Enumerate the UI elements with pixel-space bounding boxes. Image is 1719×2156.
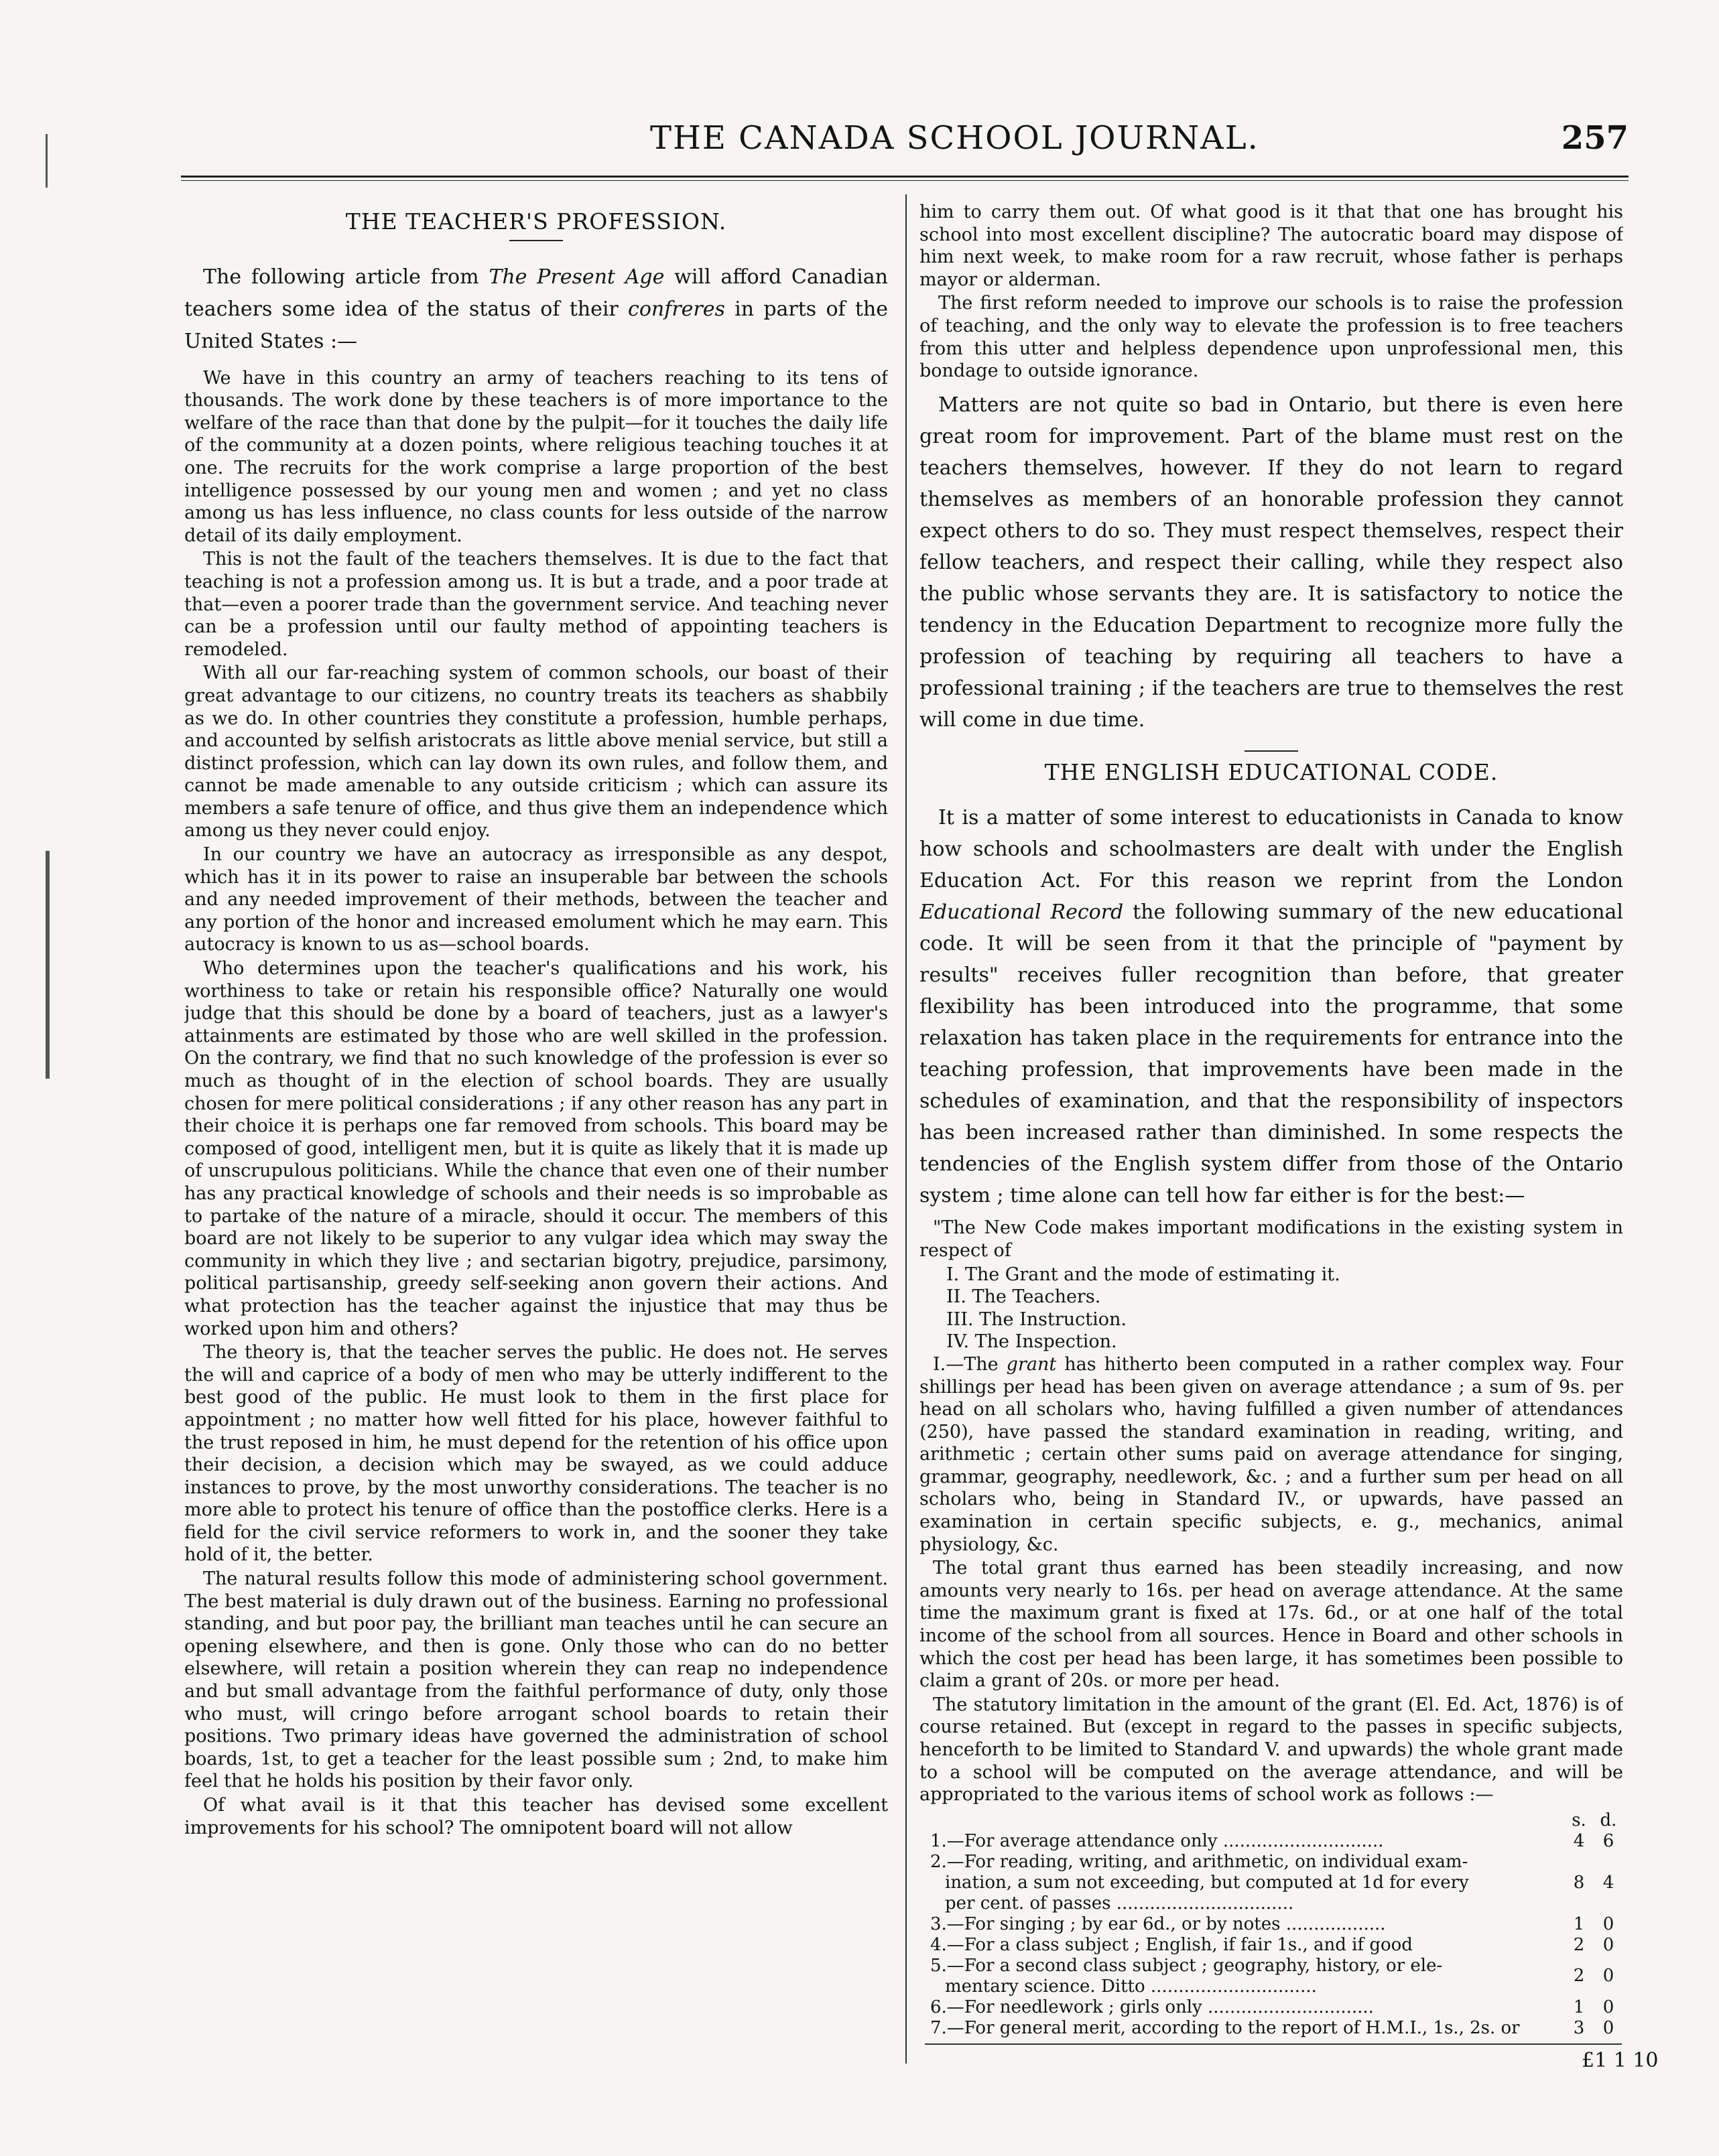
- header-rule: [181, 176, 1629, 181]
- topic-item: I. The Grant and the mode of estimating it.: [946, 1264, 1340, 1285]
- table-cell: [919, 1956, 1564, 1997]
- topic-item: IV. The Inspection.: [946, 1331, 1117, 1353]
- row-text: 4.—For a class subject ; English, if fair 1s., and if good: [930, 1934, 1413, 1955]
- pence-cell: 6: [1602, 1830, 1614, 1851]
- running-title: THE CANADA SCHOOL JOURNAL.: [650, 119, 1259, 157]
- table-row: [919, 1914, 1623, 1935]
- topic-item: III. The Instruction.: [946, 1308, 1127, 1330]
- row-text: 7.—For general merit, according to the report of H.M.I., 1s., 2s. or: [930, 2017, 1520, 2038]
- table-cell: [919, 1810, 1564, 1831]
- intro-text: in parts of the United States :—: [184, 297, 888, 353]
- table-cell: [919, 1831, 1564, 1852]
- editorial-paragraph: Matters are not quite so bad in Ontario, but there is even here great room for improvement. Part of the blame must rest on the teachers themselves, however. If they do not learn to regard themselves as members of an honorable profession they cannot expect others to do so. They must respect themselves, respect their fellow teachers, and respect their calling, while they respect also the public whose servants they are. It is satisfactory to notice the tendency in the Education Department to recognize more fully the profession of teaching by requiring all teachers to have a professional training ; if the teachers are true to themselves the rest will come in due time.: [919, 393, 1623, 732]
- col-header-shillings: s.: [1572, 1810, 1586, 1830]
- table-row: [919, 1956, 1623, 1997]
- paragraph: The theory is, that the teacher serves the public. He does not. He serves the will and caprice of a body of men who may be utterly indifferent to the best good of the public. He must look to them in the first place for appointment ; no matter how well fitted for his place, however faithful to the trust reposed in him, he must depend for the retention of his office upon their decision, a decision which may be swayed, as we could adduce instances to prove, by the most unworthy considerations. The teacher is no more able to protect his tenure of office than the postoffice clerks. Here is a field for the civil service reformers to work in, and the sooner they take hold of it, the better.: [184, 1342, 888, 1566]
- table-cell: [919, 1997, 1564, 2018]
- intro-text: The following article from: [203, 265, 489, 289]
- pence-cell: 0: [1602, 1913, 1614, 1934]
- row-text: mentary science. Ditto ..............................: [945, 1976, 1317, 1997]
- article-intro: [184, 261, 888, 358]
- quote-intro: "The New Code makes important modifications in the existing system in respect of: [919, 1217, 1623, 1261]
- shillings-cell: 8: [1573, 1872, 1585, 1893]
- right-column: [919, 201, 1623, 2064]
- row-text: 1.—For average attendance only .............................: [930, 1830, 1384, 1851]
- shillings-cell: 3: [1573, 2017, 1585, 2038]
- page-number: 257: [1561, 119, 1629, 157]
- paragraph: Who determines upon the teacher's qualifications and his work, his worthiness to take or retain his responsible office? Naturally one would judge that this should be done by a board of teachers, just as a lawyer's attainments are estimated by those who are well skilled in the profession. On the contrary, we find that no such knowledge of the profession is ever so much as thought of in the election of school boards. They are usually chosen for mere political considerations ; if any other reason has any part in their choice it is perhaps one far removed from schools. This board may be composed of good, intelligent men, but it is quite as likely that it is made up of unscrupulous politicians. While the chance that even one of their number has any practical knowledge of schools and their needs is so improbable as to partake of the nature of a miracle, should it occur. The members of this board are not likely to be superior to any vulgar idea which may sway the community in which they live ; and sectarian bigotry, prejudice, parsimony, political partisanship, greedy self-seeking anon govern their actions. And what protection has the teacher against the injustice that may thus be worked upon him and others?: [184, 958, 888, 1339]
- paragraph: The total grant thus earned has been steadily increasing, and now amounts very nearly to 16s. per head on average attendance. At the same time the maximum grant is fixed at 17s. 6d., or at one half of the total income of the school from all sources. Hence in Board and other schools in which the cost per head has been large, it has sometimes been possible to claim a grant of 20s. or more per head.: [919, 1558, 1623, 1692]
- italic-term: confreres: [628, 297, 725, 321]
- text-run: I.—The: [933, 1353, 1007, 1375]
- shillings-cell: 4: [1573, 1830, 1585, 1851]
- intro-text: will afford Canadian teachers some idea of the status of their: [184, 265, 888, 321]
- paragraph: Of what avail is it that this teacher has devised some excellent improvements for his school? The omnipotent board will not allow: [184, 1795, 888, 1838]
- table-row: [919, 1831, 1623, 1852]
- page-header: [181, 114, 1629, 167]
- table-cell: [919, 1914, 1564, 1935]
- intro-text: the following summary of the new educational code. It will be seen from it that the principle of "payment by results" receives fuller recognition than before, that greater flexibility has been introduced into the programme, that some relaxation has taken place in the requirements for entrance into the teaching profession, that improvements have been made in the schedules of examination, and that the responsibility of inspectors has been increased rather than diminished. In some respects the tendencies of the English system differ from those of the Ontario system ; time alone can tell how far either is for the best:—: [919, 900, 1623, 1208]
- paragraph: him to carry them out. Of what good is it that that one has brought his school into most excellent discipline? The autocratic board may dispose of him next week, to make room for a raw recruit, whose father is perhaps mayor or alderman.: [919, 202, 1623, 290]
- quoted-code: [919, 1217, 1623, 1806]
- table-row: [919, 2018, 1623, 2039]
- shillings-cell: 2: [1573, 1966, 1585, 1986]
- paragraph: We have in this country an army of teachers reaching to its tens of thousands. The work done by these teachers is of more importance to the welfare of the race than that done by the pulpit—for it touches the daily life of the community at a dozen points, where religious teaching touches it at one. The recruits for the work comprise a large proportion of the best intelligence possessed by our young men and women ; and yet no class among us has less influence, no class counts for less outside of the narrow detail of its daily employment.: [184, 367, 888, 546]
- paragraph: The first reform needed to improve our schools is to raise the profession of teaching, and the only way to elevate the profession is to free teachers from this utter and helpless dependence upon unprofessional men, this bondage to outside ignorance.: [919, 293, 1623, 382]
- source-title: Educational Record: [919, 900, 1124, 925]
- pence-cell: 0: [1602, 1966, 1614, 1986]
- table-row: [919, 1935, 1623, 1956]
- left-column: [184, 201, 888, 2057]
- section-rule: [1245, 750, 1298, 752]
- table-row: [919, 1997, 1623, 2018]
- table-row: [919, 1852, 1623, 1914]
- binding-mark: [46, 134, 48, 188]
- paragraph: This is not the fault of the teachers themselves. It is due to the fact that teaching is not a profession among us. It is but a trade, and a poor trade at that—even a poorer trade than the government service. And teaching never can be a profession until our faulty method of appointing teachers is remodeled.: [184, 549, 888, 660]
- row-text: ination, a sum not exceeding, but computed at 1d for every: [945, 1872, 1469, 1893]
- row-text: 2.—For reading, writing, and arithmetic, on individual exam-: [930, 1851, 1468, 1872]
- paragraph: [919, 1353, 1623, 1556]
- shillings-cell: 2: [1573, 1934, 1585, 1955]
- paragraph: In our country we have an autocracy as irresponsible as any despot, which has it in its power to raise an insuperable bar between the schools and any needed improvement of their methods, between the teacher and any portion of the honor and increased emolument which he may earn. This autocracy is known to us as—school boards.: [184, 844, 888, 955]
- intro-text: It is a matter of some interest to educationists in Canada to know how schools and schoolmasters are dealt with under the English Education Act. For this reason we reprint from the London: [919, 806, 1623, 893]
- title-rule: [509, 240, 563, 241]
- paragraph: The statutory limitation in the amount of the grant (El. Ed. Act, 1876) is of course retained. But (except in regard to the passes in specific subjects, henceforth to be limited to Standard V. and upwards) the whole grant made to a school will be computed on the average attendance, and will be appropriated to the various items of school work as follows :—: [919, 1694, 1623, 1806]
- row-text: per cent. of passes ................................: [945, 1893, 1294, 1913]
- shillings-cell: 1: [1573, 1997, 1585, 2017]
- row-text: 5.—For a second class subject ; geography, history, or ele-: [930, 1955, 1443, 1976]
- column-divider: [905, 194, 907, 2064]
- total-rule: [925, 2043, 1622, 2045]
- table-header-row: [919, 1810, 1623, 1831]
- editorial-paragraph: [919, 802, 1623, 1211]
- pence-cell: 4: [1602, 1872, 1614, 1893]
- row-text: 3.—For singing ; by ear 6d., or by notes ..................: [930, 1913, 1386, 1934]
- row-text: 6.—For needlework ; girls only ..............................: [930, 1997, 1374, 2017]
- paragraph: With all our far-reaching system of common schools, our boast of their great advantage to our citizens, no country treats its teachers as shabbily as we do. In other countries they constitute a profession, humble perhaps, and accounted by selfish aristocrats as little above menial service, but still a distinct profession, which can lay down its own rules, and follow them, and cannot be made amenable to any outside criticism ; which can assure its members a safe tenure of office, and thus give them an independence which among us they never could enjoy.: [184, 663, 888, 841]
- table-cell: [919, 1935, 1564, 1956]
- text-run: has hitherto been computed in a rather complex way. Four shillings per head has been given on average attendance ; a sum of 9s. per head on all scholars who, having fulfilled a given number of attendances (250), have passed the standard examination in reading, writing, and arithmetic ; certain other sums paid on average attendance for singing, grammar, geography, needlework, &c. ; and a further sum per head on all scholars who, being in Standard IV., or upwards, have passed an examination in certain specific subjects, e. g., mechanics, animal physiology, &c.: [919, 1353, 1623, 1555]
- paragraph: The natural results follow this mode of administering school government. The best material is duly drawn out of the business. Earning no professional standing, and but poor pay, the brilliant man teaches until he can secure an opening elsewhere, and then is gone. Only those who can do no better elsewhere, will retain a position wherein they can reap no independence and but small advantage from the faithful performance of duty, only those who must, will cringo before arrogant school boards to retain their positions. Two primary ideas have governed the administration of school boards, 1st, to get a teacher for the least possible sum ; 2nd, to make him feel that he holds his position by their favor only.: [184, 1568, 888, 1792]
- table-cell: [919, 1852, 1564, 1914]
- topic-item: II. The Teachers.: [946, 1286, 1101, 1308]
- grant-table: [919, 1810, 1623, 2039]
- section-title: THE ENGLISH EDUCATIONAL CODE.: [1044, 758, 1499, 785]
- section-title: THE TEACHER'S PROFESSION.: [345, 208, 727, 234]
- pence-cell: 0: [1602, 1997, 1614, 2017]
- table-cell: [919, 2018, 1564, 2039]
- shillings-cell: 1: [1573, 1913, 1585, 1934]
- grant-total: £1 1 10: [1582, 2049, 1659, 2072]
- italic-term: grant: [1006, 1353, 1057, 1375]
- pence-cell: 0: [1602, 1934, 1614, 1955]
- pence-cell: 0: [1602, 2017, 1614, 2038]
- col-header-pence: d.: [1600, 1810, 1617, 1830]
- binding-mark: [46, 851, 50, 1079]
- source-title: The Present Age: [489, 265, 665, 289]
